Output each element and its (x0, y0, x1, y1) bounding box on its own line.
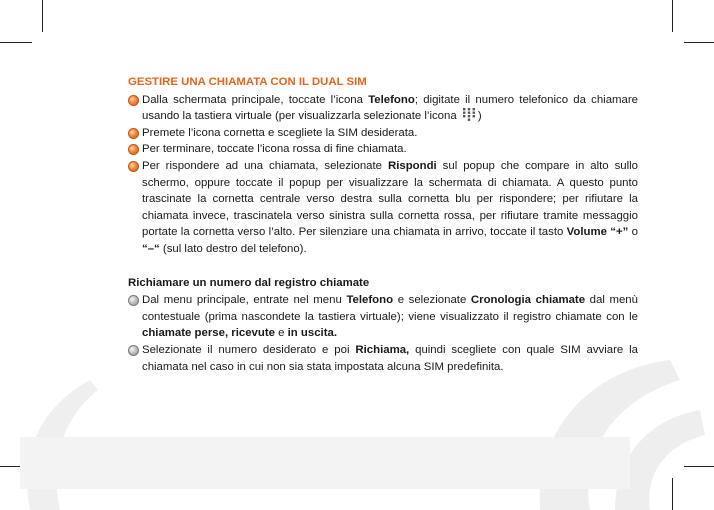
item-text: e selezionate (393, 294, 471, 307)
list-item (128, 92, 638, 125)
item-text: Per rispondere ad una chiamata, selezionate (142, 159, 388, 172)
item-bold-volume-plus: Volume “+” (566, 226, 629, 239)
item-text: sul popup che compare in alto sullo schermo, oppure toccate il popup per visualizzare la schermata di chiamata. A questo punto trascinate la cornetta centrale verso destra sulla cornetta blu per rispondere; per rifiutare la chiamata invece, trascinatela verso sinistra sulla cornetta rossa, per rifiutare tramite messaggio portate la cornetta verso l’alto. Per silenziare una chiamata in arrivo, toccate il tasto (142, 159, 638, 239)
crop-mark-br-v (672, 478, 673, 510)
item-text: dal menù contestuale (prima nascondete la tastiera virtuale); viene visualizzato il registro chiamate con le (142, 294, 638, 323)
item-bold-rispondi: Rispondi (387, 159, 437, 172)
list-item (128, 292, 638, 342)
gray-circle-bullet-icon (128, 295, 139, 306)
crop-mark-tl-v (42, 0, 43, 32)
item-text: Dal menu principale, entrate nel menu (142, 294, 347, 307)
section-title-registro: Richiamare un numero dal registro chiamate (128, 276, 370, 289)
orange-circle-bullet-icon (128, 128, 139, 139)
crop-mark-br-h (684, 466, 714, 467)
list-item (128, 141, 638, 158)
section-title-dual-sim: GESTIRE UNA CHIAMATA CON IL DUAL SIM (128, 76, 367, 88)
orange-circle-bullet-icon (128, 161, 139, 172)
item-bold-chiamate: chiamate perse, ricevute (142, 327, 275, 340)
item-bold-telefono: Telefono (346, 294, 394, 307)
item-bold-telefono: Telefono (368, 93, 415, 106)
footer-band (20, 437, 630, 489)
item-bold-uscita: in uscita. (287, 327, 338, 340)
item-text: o (628, 226, 638, 239)
gray-circle-bullet-icon (128, 345, 139, 356)
item-text: Premete l’icona cornetta e scegliete la SIM desiderata. (142, 126, 418, 139)
list-item (128, 342, 638, 375)
crop-mark-tr-h (684, 42, 714, 43)
crop-mark-tl-h (0, 42, 32, 43)
item-bold-cronologia: Cronologia chiamate (470, 294, 586, 307)
keypad-dots-icon (462, 108, 476, 121)
document-content (128, 74, 638, 375)
item-text: Per terminare, toccate l’icona rossa di fine chiamata. (142, 143, 407, 156)
item-text: e (274, 327, 288, 340)
crop-mark-tr-v (672, 0, 673, 32)
item-text: ; digitate il numero telefonico da chiamare usando la tastiera virtuale (per visualizzarla selezionate l’icona (142, 93, 638, 123)
item-text: quindi scegliete con quale SIM avviare la chiamata nel caso in cui non sia stata impostata alcuna SIM predefinita. (142, 343, 638, 373)
list-item (128, 158, 638, 258)
item-text: Dalla schermata principale, toccate l’icona (142, 93, 369, 106)
item-bold-volume-minus: “–“ (142, 242, 160, 255)
item-text: (sul lato destro del telefono). (159, 242, 307, 255)
item-bold-richiama: Richiama, (355, 343, 410, 356)
list-item (128, 125, 638, 142)
orange-circle-bullet-icon (128, 144, 139, 155)
orange-circle-bullet-icon (128, 95, 139, 106)
item-text: ) (477, 110, 482, 123)
item-text: Selezionate il numero desiderato e poi (142, 343, 356, 356)
